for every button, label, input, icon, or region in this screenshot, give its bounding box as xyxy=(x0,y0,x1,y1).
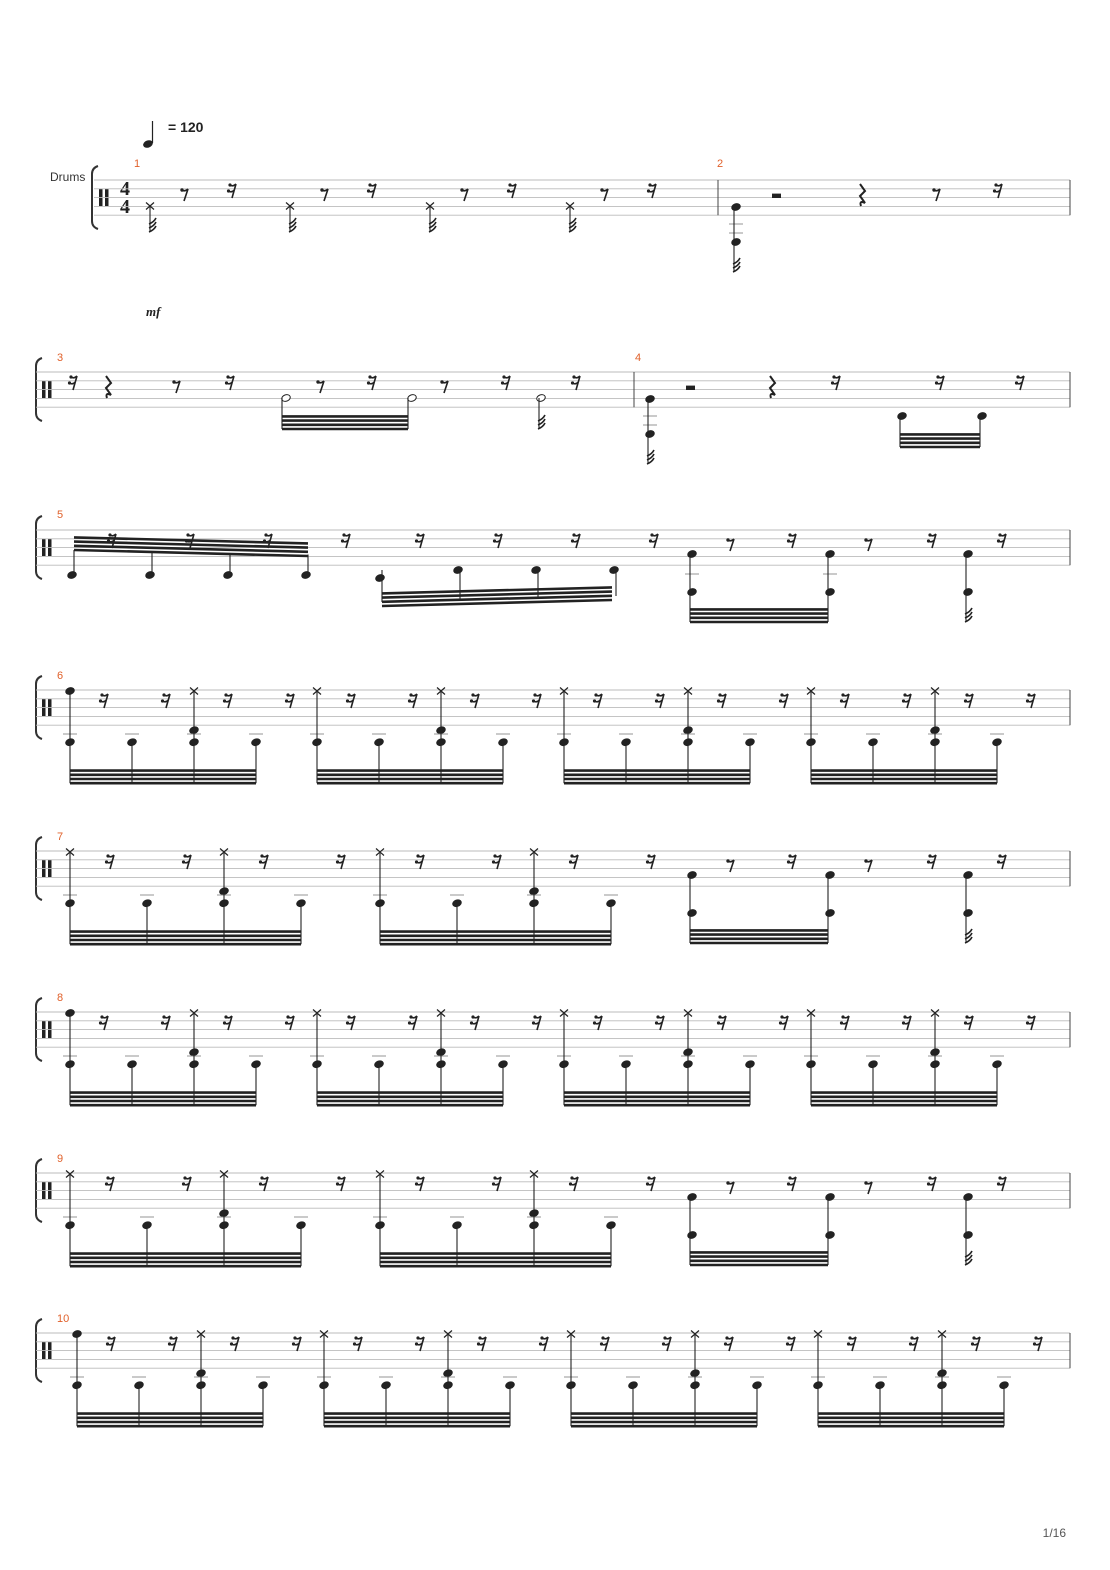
rest-dot xyxy=(1016,375,1019,378)
rest-dot xyxy=(367,189,370,192)
rest-dot xyxy=(186,533,189,536)
rest-dot xyxy=(928,533,931,536)
rest-dot xyxy=(841,693,844,696)
rest-dot xyxy=(106,1176,109,1179)
rest-dot xyxy=(228,183,231,186)
rest-dot xyxy=(493,854,496,857)
rest-dot xyxy=(68,381,71,384)
measure-number: 5 xyxy=(57,509,64,521)
note-icon xyxy=(609,565,619,574)
tempo-prefix: = xyxy=(168,119,181,135)
note-icon xyxy=(301,570,311,579)
rest-dot xyxy=(180,188,183,191)
rest-dot xyxy=(69,375,72,378)
rest-dot xyxy=(470,699,473,702)
rest-dot xyxy=(106,854,109,857)
rest-dot xyxy=(847,1342,850,1345)
rest-dot xyxy=(572,533,575,536)
rest-dot xyxy=(533,693,536,696)
rest-dot xyxy=(409,693,412,696)
time-signature-denominator: 4 xyxy=(120,196,130,218)
note-icon xyxy=(825,587,835,596)
rest-dot xyxy=(415,539,418,542)
rest-dot xyxy=(1033,1342,1036,1345)
rest-dot xyxy=(494,533,497,536)
measure-number: 10 xyxy=(57,1313,70,1325)
rest-dot xyxy=(415,860,418,863)
rest-dot xyxy=(648,183,651,186)
quarter-rest-icon xyxy=(860,184,865,206)
rest-dot xyxy=(571,539,574,542)
rest-dot xyxy=(663,1336,666,1339)
rest-dot xyxy=(99,1021,102,1024)
measure-number: 9 xyxy=(57,1153,64,1165)
rest-dot xyxy=(600,188,603,191)
rest-dot xyxy=(532,699,535,702)
rest-dot xyxy=(594,693,597,696)
rest-dot xyxy=(649,539,652,542)
rest-dot xyxy=(864,859,867,862)
note-icon xyxy=(145,570,155,579)
rest-dot xyxy=(601,1336,604,1339)
rest-dot xyxy=(717,699,720,702)
rest-dot xyxy=(786,1342,789,1345)
note-icon xyxy=(825,1192,835,1201)
rest-dot xyxy=(932,188,935,191)
rest-dot xyxy=(336,860,339,863)
rest-dot xyxy=(182,860,185,863)
rest-dot xyxy=(508,183,511,186)
rest-dot xyxy=(286,1015,289,1018)
note-icon xyxy=(977,411,987,420)
note-icon xyxy=(687,549,697,558)
rest-dot xyxy=(718,1015,721,1018)
rest-dot xyxy=(231,1336,234,1339)
rest-dot xyxy=(540,1336,543,1339)
measure-number: 2 xyxy=(717,158,724,170)
rest-dot xyxy=(223,1021,226,1024)
rest-dot xyxy=(346,699,349,702)
rest-dot xyxy=(347,693,350,696)
rest-dot xyxy=(780,1015,783,1018)
measure-number: 7 xyxy=(57,831,64,843)
note-icon xyxy=(963,587,973,596)
rest-dot xyxy=(336,1182,339,1185)
rest-dot xyxy=(998,1176,1001,1179)
rest-dot xyxy=(264,533,267,536)
rest-dot xyxy=(902,699,905,702)
rest-dot xyxy=(226,375,229,378)
rest-dot xyxy=(501,381,504,384)
note-icon xyxy=(897,411,907,420)
note-icon xyxy=(687,1192,697,1201)
note-icon xyxy=(645,394,655,403)
rest-dot xyxy=(964,699,967,702)
rest-dot xyxy=(840,1021,843,1024)
rest-dot xyxy=(928,854,931,857)
rest-dot xyxy=(347,1015,350,1018)
rest-dot xyxy=(656,693,659,696)
rest-dot xyxy=(864,1181,867,1184)
rest-dot xyxy=(726,538,729,541)
rest-dot xyxy=(909,1342,912,1345)
rest-dot xyxy=(593,699,596,702)
rest-dot xyxy=(646,860,649,863)
measure-number: 4 xyxy=(635,352,642,364)
rest-dot xyxy=(415,1182,418,1185)
rest-dot xyxy=(964,1021,967,1024)
rest-dot xyxy=(224,1015,227,1018)
measure-number: 3 xyxy=(57,352,64,364)
rest-dot xyxy=(341,539,344,542)
rest-dot xyxy=(927,539,930,542)
half-rest-icon xyxy=(686,386,695,390)
rest-dot xyxy=(1027,1015,1030,1018)
rest-dot xyxy=(593,1021,596,1024)
rest-dot xyxy=(646,1182,649,1185)
rest-dot xyxy=(415,1342,418,1345)
rest-dot xyxy=(928,1176,931,1179)
rest-dot xyxy=(1027,693,1030,696)
note-icon xyxy=(963,908,973,917)
rest-dot xyxy=(903,693,906,696)
rest-dot xyxy=(106,1342,109,1345)
rest-dot xyxy=(647,854,650,857)
rest-dot xyxy=(162,693,165,696)
rest-dot xyxy=(787,539,790,542)
note-icon xyxy=(645,429,655,438)
rest-dot xyxy=(662,1342,665,1345)
rest-dot xyxy=(647,1176,650,1179)
rest-dot xyxy=(832,375,835,378)
rest-dot xyxy=(293,1336,296,1339)
rest-dot xyxy=(493,1176,496,1179)
rest-dot xyxy=(183,1176,186,1179)
note-icon xyxy=(825,1230,835,1239)
note-icon xyxy=(963,1192,973,1201)
rest-dot xyxy=(161,699,164,702)
half-rest-icon xyxy=(772,194,781,198)
rest-dot xyxy=(416,1336,419,1339)
rest-dot xyxy=(161,1021,164,1024)
rest-dot xyxy=(903,1015,906,1018)
note-icon xyxy=(531,565,541,574)
measure-number: 6 xyxy=(57,670,64,682)
rest-dot xyxy=(927,1182,930,1185)
rest-dot xyxy=(725,1336,728,1339)
rest-dot xyxy=(224,693,227,696)
open-note-icon xyxy=(536,393,546,402)
rest-dot xyxy=(292,1342,295,1345)
rest-dot xyxy=(492,860,495,863)
rest-dot xyxy=(902,1021,905,1024)
rest-dot xyxy=(787,1336,790,1339)
dynamic-marking: mf xyxy=(146,304,161,319)
rest-dot xyxy=(787,860,790,863)
rest-dot xyxy=(477,1342,480,1345)
rest-dot xyxy=(409,1015,412,1018)
note-icon xyxy=(825,549,835,558)
rest-dot xyxy=(1026,1021,1029,1024)
rest-dot xyxy=(337,854,340,857)
rest-dot xyxy=(285,1021,288,1024)
rest-dot xyxy=(717,1021,720,1024)
instrument-name: Drums xyxy=(50,170,86,184)
rest-dot xyxy=(225,381,228,384)
note-icon xyxy=(825,908,835,917)
rest-dot xyxy=(169,1336,172,1339)
rest-dot xyxy=(841,1015,844,1018)
rest-dot xyxy=(840,699,843,702)
measure-number: 8 xyxy=(57,992,64,1004)
rest-dot xyxy=(570,1176,573,1179)
rest-dot xyxy=(533,1015,536,1018)
rest-dot xyxy=(1034,1336,1037,1339)
note-icon xyxy=(963,1230,973,1239)
rest-dot xyxy=(965,1015,968,1018)
rest-dot xyxy=(162,1015,165,1018)
note-icon xyxy=(687,870,697,879)
rest-dot xyxy=(416,533,419,536)
note-icon xyxy=(223,570,233,579)
rest-dot xyxy=(1015,381,1018,384)
note-icon xyxy=(687,587,697,596)
rest-dot xyxy=(471,693,474,696)
rest-dot xyxy=(342,533,345,536)
measure-number: 1 xyxy=(134,158,141,170)
rest-dot xyxy=(105,1182,108,1185)
note-icon xyxy=(731,202,741,211)
rest-dot xyxy=(997,1182,1000,1185)
rest-dot xyxy=(408,699,411,702)
rest-dot xyxy=(346,1021,349,1024)
rest-dot xyxy=(367,381,370,384)
rest-dot xyxy=(502,375,505,378)
note-icon xyxy=(687,1230,697,1239)
rest-dot xyxy=(440,380,443,383)
rest-dot xyxy=(997,539,1000,542)
rest-dot xyxy=(788,854,791,857)
rest-dot xyxy=(100,693,103,696)
rest-dot xyxy=(569,1182,572,1185)
rest-dot xyxy=(650,533,653,536)
time-signature-numerator: 4 xyxy=(120,178,130,200)
rest-dot xyxy=(230,1342,233,1345)
rest-dot xyxy=(493,539,496,542)
rest-dot xyxy=(182,1182,185,1185)
rest-dot xyxy=(223,699,226,702)
rest-dot xyxy=(570,854,573,857)
note-icon xyxy=(731,237,741,246)
rest-dot xyxy=(724,1342,727,1345)
rest-dot xyxy=(571,381,574,384)
quarter-rest-icon xyxy=(106,376,111,398)
rest-dot xyxy=(408,1021,411,1024)
rest-dot xyxy=(368,375,371,378)
rest-dot xyxy=(656,1015,659,1018)
rest-dot xyxy=(655,1021,658,1024)
rest-dot xyxy=(972,1336,975,1339)
rest-dot xyxy=(998,533,1001,536)
rest-dot xyxy=(936,375,939,378)
rest-dot xyxy=(788,1176,791,1179)
rest-dot xyxy=(726,1181,729,1184)
rest-dot xyxy=(788,533,791,536)
note-icon xyxy=(825,870,835,879)
rest-dot xyxy=(168,1342,171,1345)
note-icon xyxy=(453,565,463,574)
rest-dot xyxy=(569,860,572,863)
rest-dot xyxy=(848,1336,851,1339)
rest-dot xyxy=(594,1015,597,1018)
rest-dot xyxy=(105,860,108,863)
rest-dot xyxy=(1026,699,1029,702)
rest-dot xyxy=(600,1342,603,1345)
rest-dot xyxy=(787,1182,790,1185)
rest-dot xyxy=(227,189,230,192)
rest-dot xyxy=(910,1336,913,1339)
rest-dot xyxy=(460,188,463,191)
rest-dot xyxy=(183,854,186,857)
rest-dot xyxy=(993,189,996,192)
note-icon xyxy=(963,549,973,558)
rest-dot xyxy=(416,1176,419,1179)
rest-dot xyxy=(108,533,111,536)
rest-dot xyxy=(353,1342,356,1345)
rest-dot xyxy=(260,854,263,857)
rest-dot xyxy=(285,699,288,702)
rest-dot xyxy=(935,381,938,384)
tempo-value: 120 xyxy=(180,119,204,135)
note-icon xyxy=(963,870,973,879)
rest-dot xyxy=(780,693,783,696)
rest-dot xyxy=(107,1336,110,1339)
rest-dot xyxy=(368,183,371,186)
note-icon xyxy=(687,908,697,917)
rest-dot xyxy=(320,188,323,191)
rest-dot xyxy=(337,1176,340,1179)
rest-dot xyxy=(470,1021,473,1024)
note-icon xyxy=(67,570,77,579)
rest-dot xyxy=(100,1015,103,1018)
rest-dot xyxy=(997,860,1000,863)
rest-dot xyxy=(779,699,782,702)
rest-dot xyxy=(507,189,510,192)
rest-dot xyxy=(478,1336,481,1339)
rest-dot xyxy=(316,380,319,383)
rest-dot xyxy=(864,538,867,541)
rest-dot xyxy=(471,1015,474,1018)
rest-dot xyxy=(354,1336,357,1339)
rest-dot xyxy=(647,189,650,192)
rest-dot xyxy=(779,1021,782,1024)
rest-dot xyxy=(539,1342,542,1345)
rest-dot xyxy=(99,699,102,702)
rest-dot xyxy=(286,693,289,696)
rest-dot xyxy=(998,854,1001,857)
rest-dot xyxy=(572,375,575,378)
rest-dot xyxy=(831,381,834,384)
rest-dot xyxy=(416,854,419,857)
rest-dot xyxy=(971,1342,974,1345)
rest-dot xyxy=(655,699,658,702)
rest-dot xyxy=(994,183,997,186)
rest-dot xyxy=(172,380,175,383)
rest-dot xyxy=(927,860,930,863)
page-indicator: 1/16 xyxy=(1042,1526,1066,1540)
rest-dot xyxy=(259,860,262,863)
rest-dot xyxy=(532,1021,535,1024)
rest-dot xyxy=(718,693,721,696)
rest-dot xyxy=(259,1182,262,1185)
rest-dot xyxy=(260,1176,263,1179)
rest-dot xyxy=(965,693,968,696)
rest-dot xyxy=(492,1182,495,1185)
quarter-rest-icon xyxy=(770,376,775,398)
rest-dot xyxy=(726,859,729,862)
note-icon xyxy=(375,573,385,582)
